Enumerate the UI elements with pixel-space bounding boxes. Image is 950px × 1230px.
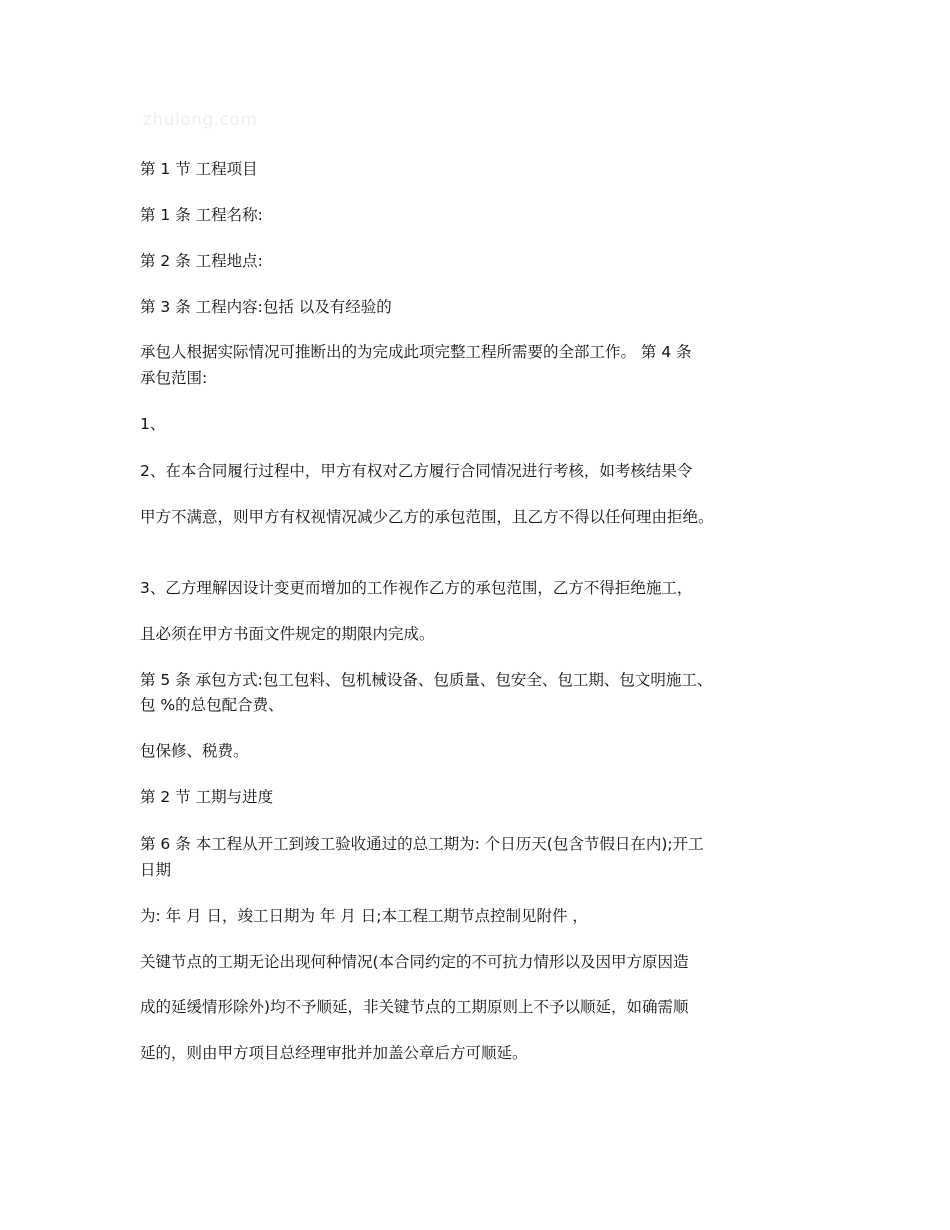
article-6-line: 延的，则由甲方项目总经理审批并加盖公章后方可顺延。 bbox=[140, 1044, 528, 1062]
article-6-line: 关键节点的工期无论出现何种情况(本合同约定的不可抗力情形以及因甲方原因造 bbox=[140, 953, 689, 971]
watermark-logo: zhulong.com bbox=[143, 110, 258, 130]
section-2-heading: 第 2 节 工期与进度 bbox=[140, 788, 274, 806]
article-6-line: 第 6 条 本工程从开工到竣工验收通过的总工期为: 个日历天(包含节假日在内);开工 bbox=[140, 835, 704, 853]
paragraph-line: 承包人根据实际情况可推断出的为完成此项完整工程所需要的全部工作。 第 4 条 bbox=[140, 343, 692, 361]
article-5-line: 包保修、税费。 bbox=[140, 742, 249, 760]
article-6-line: 日期 bbox=[140, 861, 172, 879]
article-5-line: 第 5 条 承包方式:包工包料、包机械设备、包质量、包安全、包工期、包文明施工、 bbox=[140, 671, 713, 689]
article-3-line: 第 3 条 工程内容:包括 以及有经验的 bbox=[140, 298, 392, 316]
list-item-2-line: 2、在本合同履行过程中，甲方有权对乙方履行合同情况进行考核，如考核结果令 bbox=[140, 462, 693, 480]
paragraph-line: 承包范围: bbox=[140, 369, 208, 387]
section-1-heading: 第 1 节 工程项目 bbox=[140, 160, 258, 178]
article-1-line: 第 1 条 工程名称: bbox=[140, 206, 263, 224]
list-item-2-line: 甲方不满意，则甲方有权视情况减少乙方的承包范围，且乙方不得以任何理由拒绝。 bbox=[140, 508, 714, 526]
article-5-line: 包 %的总包配合费、 bbox=[140, 696, 284, 714]
article-6-line: 成的延缓情形除外)均不予顺延，非关键节点的工期原则上不予以顺延，如确需顺 bbox=[140, 998, 689, 1016]
list-item-3-line: 3、乙方理解因设计变更而增加的工作视作乙方的承包范围，乙方不得拒绝施工， bbox=[140, 579, 693, 597]
article-6-line: 为: 年 月 日，竣工日期为 年 月 日;本工程工期节点控制见附件 ， bbox=[140, 907, 588, 925]
list-item-1: 1、 bbox=[140, 415, 166, 433]
list-item-3-line: 且必须在甲方书面文件规定的期限内完成。 bbox=[140, 625, 435, 643]
article-2-line: 第 2 条 工程地点: bbox=[140, 252, 263, 270]
